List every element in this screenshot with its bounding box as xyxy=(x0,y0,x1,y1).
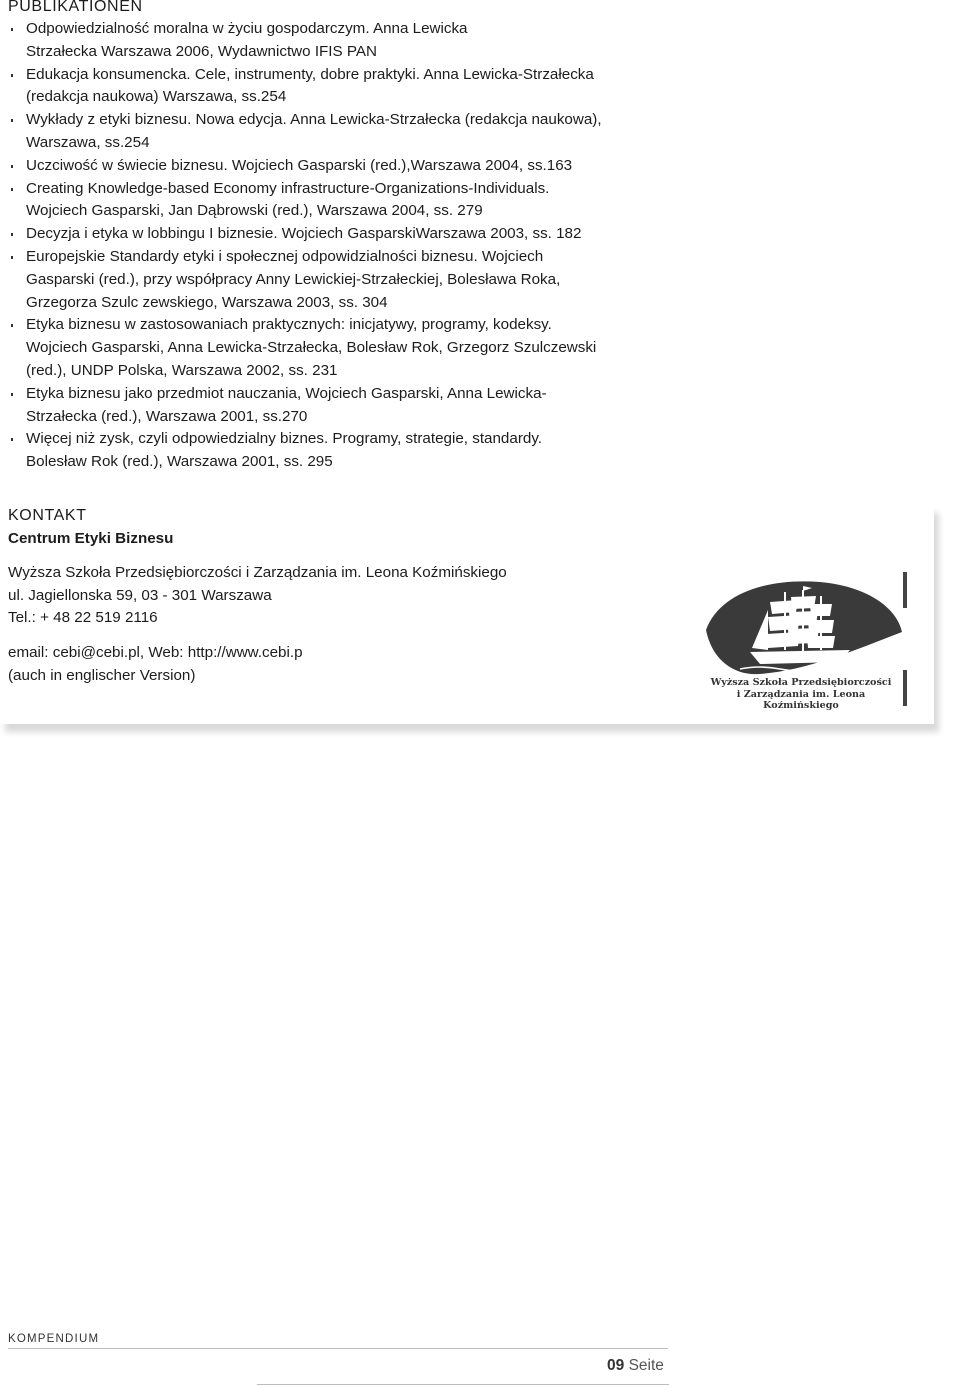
item-line: Więcej niż zysk, czyli odpowiedzialny biznes. Programy, strategie, standardy. xyxy=(26,430,543,448)
item-line: Uczciwość w świecie biznesu. Wojciech Gasparski (red.),Warszawa 2004, ss.163 xyxy=(26,156,573,174)
list-item xyxy=(8,246,708,314)
list-item xyxy=(8,155,708,178)
list-item xyxy=(8,428,708,474)
item-line: Strzałecka Warszawa 2006, Wydawnictwo IFIS PAN xyxy=(26,42,377,60)
list-item xyxy=(8,109,708,155)
logo-caption xyxy=(703,677,899,712)
list-item xyxy=(8,178,708,224)
item-line: (redakcja naukowa) Warszawa, ss.254 xyxy=(26,88,287,106)
bullet-icon xyxy=(11,119,13,122)
item-line: Odpowiedzialność moralna w życiu gospodarczym. Anna Lewicka xyxy=(26,20,468,37)
bullet-icon xyxy=(11,393,13,396)
item-line: Etyka biznesu jako przedmiot nauczania, Wojciech Gasparski, Anna Lewicka- xyxy=(26,384,547,402)
organization-name: Centrum Etyki Biznesu xyxy=(8,530,174,547)
item-line: Europejskie Standardy etyki i społecznej odpowidzialności biznesu. Wojciech xyxy=(26,247,544,265)
list-item xyxy=(8,64,708,110)
list-item xyxy=(8,314,708,382)
page-word: Seite xyxy=(628,1357,664,1374)
email-web-line[interactable]: email: cebi@cebi.pl, Web: http://www.cebi.p xyxy=(8,644,303,661)
contact-heading: KONTAKT xyxy=(8,507,87,524)
item-line: (red.), UNDP Polska, Warszawa 2002, ss. 231 xyxy=(26,361,338,379)
contact-web xyxy=(8,642,303,687)
footer-label: KOMPENDIUM xyxy=(8,1333,100,1345)
language-note: (auch in englischer Version) xyxy=(8,666,196,684)
item-line: Strzałecka (red.), Warszawa 2001, ss.270 xyxy=(26,407,308,425)
item-line: Grzegorza Szulc zewskiego, Warszawa 2003, ss. 304 xyxy=(26,293,388,311)
institution-name: Wyższa Szkoła Przedsiębiorczości i Zarządzania im. Leona Koźmińskiego xyxy=(8,564,507,581)
bullet-icon xyxy=(11,28,13,31)
contact-address xyxy=(8,562,507,630)
footer-divider xyxy=(8,1348,668,1349)
list-item xyxy=(8,18,708,64)
publications-heading: PUBLIKATIONEN xyxy=(8,0,143,15)
item-line: Wykłady z etyki biznesu. Nowa edycja. Anna Lewicka-Strzałecka (redakcja naukowa), xyxy=(26,111,602,129)
bullet-icon xyxy=(11,256,13,259)
logo-caption-line: i Zarządzania im. Leona Koźmińskiego xyxy=(736,688,866,712)
bullet-icon xyxy=(11,165,13,168)
item-line: Gasparski (red.), przy współpracy Anny Lewickiej-Strzałeckiej, Bolesława Roka, xyxy=(26,270,561,288)
street-address: ul. Jagiellonska 59, 03 - 301 Warszawa xyxy=(8,586,272,604)
item-line: Wojciech Gasparski, Anna Lewicka-Strzałecka, Bolesław Rok, Grzegorz Szulczewski xyxy=(26,339,597,357)
item-line: Creating Knowledge-based Economy infrastructure-Organizations-Individuals. xyxy=(26,179,550,197)
bullet-icon xyxy=(11,438,13,441)
list-item xyxy=(8,383,708,429)
publications-list xyxy=(8,18,708,474)
item-line: Wojciech Gasparski, Jan Dąbrowski (red.), Warszawa 2004, ss. 279 xyxy=(26,202,483,220)
list-item xyxy=(8,223,708,246)
bullet-icon xyxy=(11,74,13,77)
item-line: Warszawa, ss.254 xyxy=(26,133,150,151)
phone-number: Tel.: + 48 22 519 2116 xyxy=(8,609,158,627)
item-line: Etyka biznesu w zastosowaniach praktycznych: inicjatywy, programy, kodeksy. xyxy=(26,316,552,334)
logo-caption-line: Wyższa Szkoła Przedsiębiorczości xyxy=(710,677,892,688)
item-line: Bolesław Rok (red.), Warszawa 2001, ss. 295 xyxy=(26,453,333,471)
footer-divider xyxy=(257,1384,669,1385)
page-number-value: 09 xyxy=(607,1357,625,1374)
bullet-icon xyxy=(11,188,13,191)
bullet-icon xyxy=(11,324,13,327)
item-line: Edukacja konsumencka. Cele, instrumenty, dobre praktyki. Anna Lewicka-Strzałecka xyxy=(26,65,594,83)
bullet-icon xyxy=(11,233,13,236)
page-number xyxy=(607,1357,664,1375)
item-line: Decyzja i etyka w lobbingu I biznesie. Wojciech GasparskiWarszawa 2003, ss. 182 xyxy=(26,225,582,243)
